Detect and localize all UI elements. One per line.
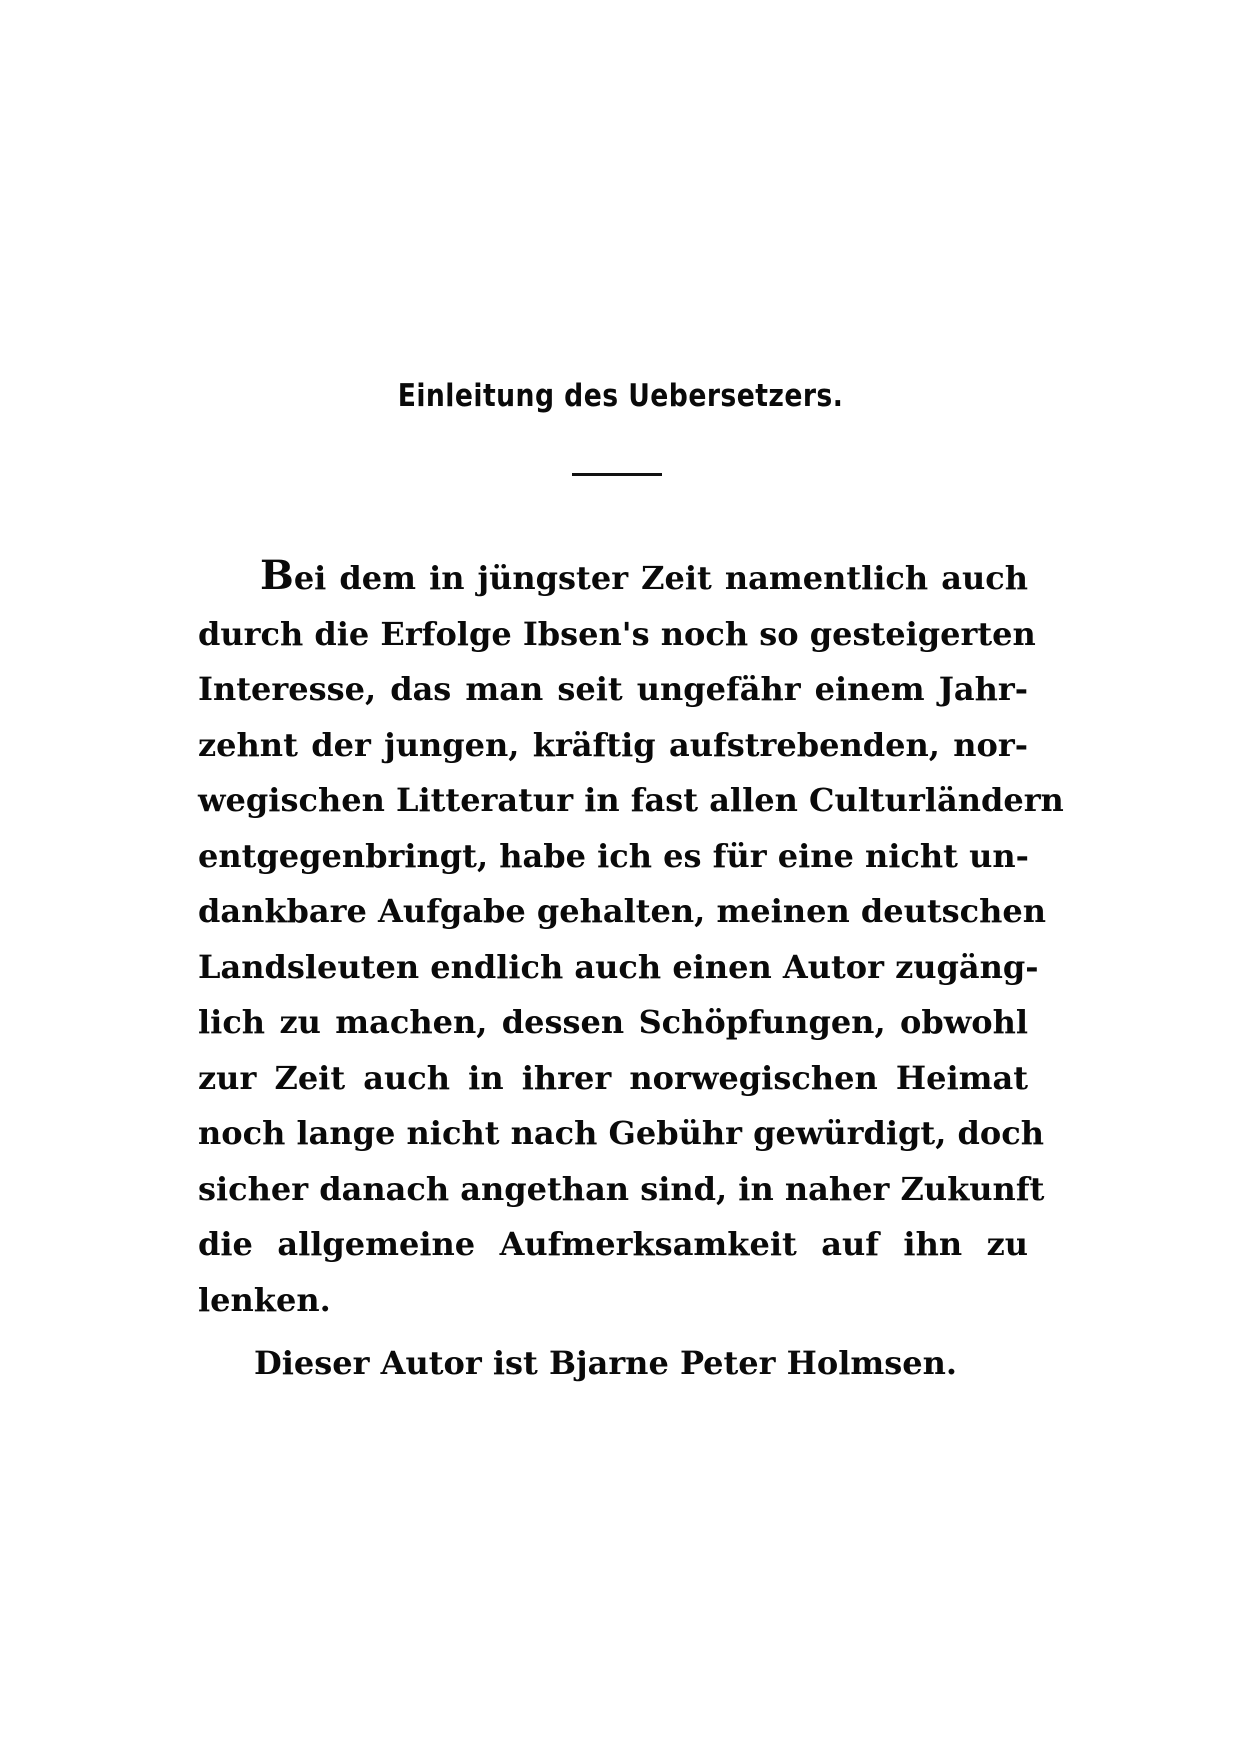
paragraph-line: durch die Erfolge Ibsen's noch so gesteigerten (198, 614, 1036, 653)
page-title: Einleitung des Uebersetzers. (397, 378, 844, 414)
paragraph-line: Interesse, das man seit ungefähr einem Jahr- (198, 670, 1028, 708)
paragraph-line: lich zu machen, dessen Schöpfungen, obwohl (198, 1003, 1028, 1041)
paragraph-line: zehnt der jungen, kräftig aufstrebenden, nor- (198, 725, 1028, 764)
paragraph-line: dankbare Aufgabe gehalten, meinen deutschen (198, 892, 1047, 930)
title-divider (572, 473, 662, 476)
paragraph-line: lenken. (198, 1280, 331, 1319)
paragraph-line-text: ei dem in jüngster Zeit namentlich auch (293, 559, 1028, 597)
intro-paragraph (198, 548, 1064, 1392)
paragraph-line (198, 548, 1028, 607)
closing-sentence: Dieser Autor ist Bjarne Peter Holmsen. (254, 1344, 958, 1382)
paragraph-line: zur Zeit auch in ihrer norwegischen Heimat (198, 1058, 1028, 1097)
initial-letter: B (260, 552, 294, 599)
paragraph-line: noch lange nicht nach Gebühr gewürdigt, doch (198, 1114, 1044, 1152)
paragraph-line: wegischen Litteratur in fast allen Culturländern (198, 781, 1064, 819)
paragraph-line: entgegenbringt, habe ich es für eine nicht un- (198, 836, 1029, 875)
paragraph-line: sicher danach angethan sind, in naher Zukunft (198, 1169, 1045, 1208)
paragraph-line: Landsleuten endlich auch einen Autor zugäng- (198, 947, 1039, 986)
paragraph-line: die allgemeine Aufmerksamkeit auf ihn zu (198, 1225, 1028, 1263)
